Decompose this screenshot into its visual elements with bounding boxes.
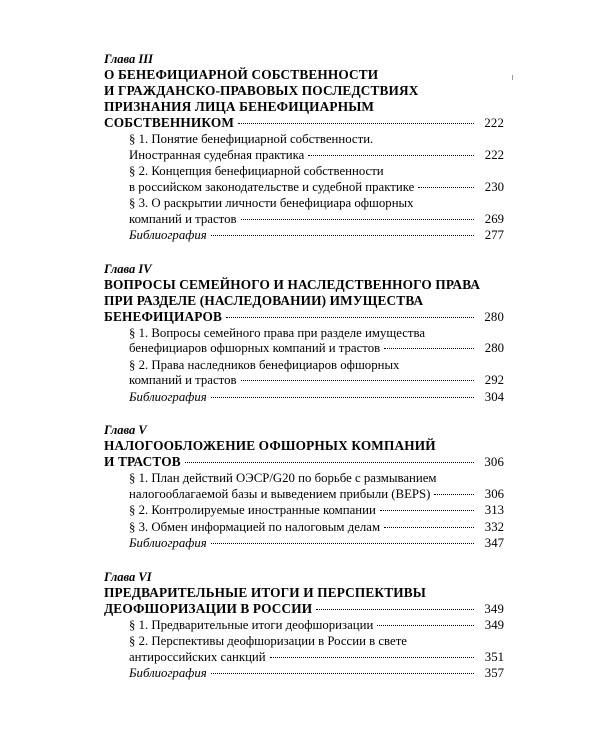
- bibliography-entry: [129, 536, 504, 552]
- dot-leader: [238, 123, 474, 124]
- section-title-line: § 2. Права наследников бенефициаров офшорных: [129, 357, 400, 372]
- section-entry-row: [129, 520, 504, 536]
- dot-leader: [211, 673, 474, 674]
- section-entry-row: [129, 390, 504, 406]
- section-title-line: налогооблагаемой базы и выведением прибыли (BEPS): [129, 486, 431, 501]
- chapter-title-line: О БЕНЕФИЦИАРНОЙ СОБСТВЕННОСТИ: [104, 67, 379, 82]
- chapter-title-line: ПРИ РАЗДЕЛЕ (НАСЛЕДОВАНИИ) ИМУЩЕСТВА: [104, 292, 424, 308]
- chapter-block: [104, 570, 504, 682]
- chapter-title-entry: [104, 454, 504, 470]
- section-title-line: § 3. Обмен информацией по налоговым делам: [129, 519, 381, 534]
- section-title-line: компаний и трастов: [129, 211, 237, 226]
- section-entry: [129, 358, 504, 389]
- page-number: 349: [484, 601, 504, 616]
- section-title-line: § 2. Перспективы деофшоризации в России в свете: [129, 634, 407, 648]
- chapter-title-line: ДЕОФШОРИЗАЦИИ В РОССИИ: [104, 600, 313, 616]
- chapter-title-line: НАЛОГООБЛОЖЕНИЕ ОФШОРНЫХ КОМПАНИЙ: [104, 438, 436, 453]
- section-entry-row: [129, 503, 504, 519]
- bibliography-entry: [129, 228, 504, 244]
- chapter-title-line: И ГРАЖДАНСКО-ПРАВОВЫХ ПОСЛЕДСТВИЯХ: [104, 83, 419, 98]
- section-title-line: § 2. Концепция бенефициарной собственности: [129, 164, 384, 178]
- section-title-line: антироссийских санкций: [129, 649, 266, 664]
- chapter-title-line: ВОПРОСЫ СЕМЕЙНОГО И НАСЛЕДСТВЕННОГО ПРАВА: [104, 276, 481, 292]
- section-title-line: § 2. Контролируемые иностранные компании: [129, 503, 376, 517]
- section-entry-row: [129, 650, 504, 666]
- section-entry-row: [129, 536, 504, 552]
- section-entry-row: [129, 212, 504, 228]
- chapter-label: Глава V: [104, 423, 147, 437]
- page-number: 280: [484, 341, 504, 355]
- section-title-line: Библиография: [129, 666, 207, 680]
- page-number: 292: [484, 373, 504, 387]
- dot-leader: [211, 397, 474, 398]
- section-title-line: компаний и трастов: [129, 373, 237, 387]
- section-entry-row: [129, 180, 504, 196]
- page-number: 306: [484, 455, 504, 469]
- chapter-label: Глава IV: [104, 261, 152, 276]
- section-title-line: Библиография: [129, 228, 207, 242]
- section-title-line: § 1. Вопросы семейного права при разделе имущества: [129, 325, 426, 340]
- section-entry: [129, 471, 504, 502]
- section-entry-row: [129, 341, 504, 357]
- page-number: 332: [484, 519, 504, 534]
- dot-leader: [418, 187, 474, 188]
- chapter-title-entry: [104, 115, 504, 131]
- section-entry-row: [129, 228, 504, 244]
- section-title-line: бенефициаров офшорных компаний и трастов: [129, 341, 381, 355]
- chapter-block: [104, 423, 504, 552]
- section-entry-row: [129, 487, 504, 503]
- dot-leader: [380, 510, 474, 511]
- page-number: 230: [484, 179, 504, 194]
- dot-leader: [241, 219, 474, 220]
- section-entry: [129, 618, 504, 634]
- chapter-label: Глава VI: [104, 569, 152, 584]
- page-number: 304: [484, 389, 504, 404]
- section-entry: [129, 503, 504, 519]
- dot-leader: [384, 348, 474, 349]
- section-title-line: в российском законодательстве и судебной практике: [129, 179, 415, 194]
- dot-leader: [211, 235, 474, 236]
- chapter-title-entry: [104, 601, 504, 617]
- section-title-line: § 1. Предварительные итоги деофшоризации: [129, 617, 374, 632]
- chapter-label: Глава III: [104, 52, 154, 66]
- chapter-title-entry: [104, 309, 504, 325]
- dot-leader: [241, 380, 474, 381]
- dot-leader: [211, 543, 474, 544]
- chapter-title-line: ПРИЗНАНИЯ ЛИЦА БЕНЕФИЦИАРНЫМ: [104, 99, 375, 114]
- dot-leader: [377, 625, 474, 626]
- section-title-line: § 1. План действий ОЭСР/G20 по борьбе с размыванием: [129, 471, 437, 485]
- section-entry: [129, 196, 504, 227]
- bibliography-entry: [129, 390, 504, 406]
- page-number: 222: [484, 116, 504, 130]
- page-number: 349: [484, 617, 504, 632]
- section-entry: [129, 326, 504, 357]
- page-number: 280: [484, 309, 504, 324]
- chapter-title-line: И ТРАСТОВ: [104, 454, 181, 469]
- dot-leader: [316, 609, 474, 610]
- page-number: 306: [484, 486, 504, 501]
- section-entry: [129, 164, 504, 195]
- page-number: 347: [484, 536, 504, 550]
- section-title-line: Библиография: [129, 389, 207, 404]
- section-entry-row: [129, 666, 504, 682]
- chapter-block: [104, 52, 504, 244]
- page-number: 269: [484, 211, 504, 226]
- dot-leader: [185, 462, 474, 463]
- chapter-block: [104, 262, 504, 406]
- chapter-title-line: СОБСТВЕННИКОМ: [104, 115, 235, 130]
- section-entry-row: [129, 373, 504, 389]
- dot-leader: [434, 494, 474, 495]
- bibliography-entry: [129, 666, 504, 682]
- section-title-line: § 1. Понятие бенефициарной собственности.: [129, 132, 374, 146]
- dot-leader: [226, 317, 474, 318]
- dot-leader: [384, 527, 474, 528]
- dot-leader: [270, 657, 474, 658]
- section-title-line: Библиография: [129, 536, 207, 550]
- section-entry-row: [129, 148, 504, 164]
- page-number: 357: [484, 666, 504, 680]
- page-number: 313: [484, 503, 504, 517]
- chapter-title-line: ПРЕДВАРИТЕЛЬНЫЕ ИТОГИ И ПЕРСПЕКТИВЫ: [104, 584, 426, 600]
- page-number: 351: [484, 649, 504, 664]
- page-number: 277: [484, 228, 504, 242]
- section-entry: [129, 132, 504, 163]
- section-title-line: Иностранная судебная практика: [129, 147, 305, 162]
- page-number: 222: [484, 147, 504, 162]
- dot-leader: [308, 155, 474, 156]
- section-title-line: § 3. О раскрытии личности бенефициара офшорных: [129, 196, 414, 210]
- table-of-contents: [104, 52, 504, 700]
- section-entry: [129, 520, 504, 536]
- section-entry-row: [129, 618, 504, 634]
- chapter-title-line: БЕНЕФИЦИАРОВ: [104, 308, 222, 324]
- margin-mark: [512, 75, 513, 80]
- section-entry: [129, 634, 504, 665]
